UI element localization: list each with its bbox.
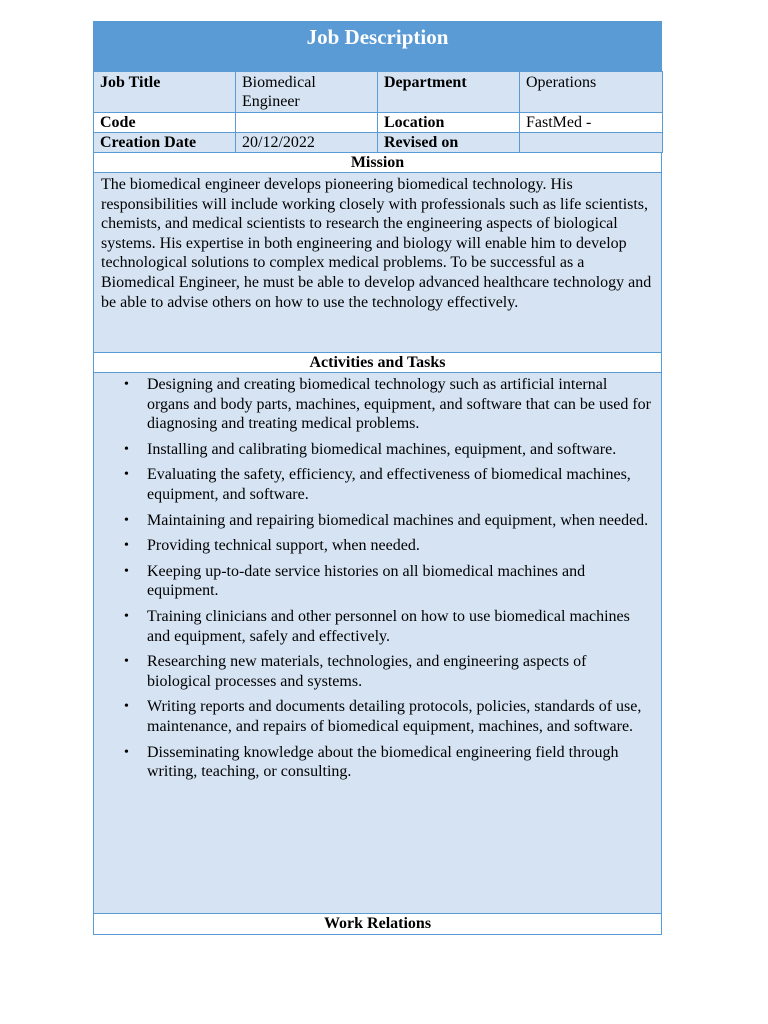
- list-item: [124, 511, 655, 531]
- location-value: FastMed -: [520, 113, 663, 133]
- list-item-text: Providing technical support, when needed.: [147, 537, 420, 555]
- job-info-table: [93, 71, 663, 153]
- info-row: [94, 113, 663, 133]
- department-label: Department: [378, 72, 520, 113]
- list-item: [124, 743, 655, 782]
- list-item: [124, 562, 655, 601]
- activities-body: [93, 373, 662, 914]
- document-title: Job Description: [93, 21, 662, 71]
- list-item-text: Designing and creating biomedical technology such as artificial internal organs and body parts, machines, equipment, and software that can be used for diagnosing and treating medical problems.: [147, 376, 651, 433]
- bullet-icon: •: [124, 377, 129, 392]
- list-item-text: Keeping up-to-date service histories on all biomedical machines and equipment.: [147, 562, 586, 600]
- job-description-document: [93, 21, 662, 935]
- list-item-text: Installing and calibrating biomedical machines, equipment, and software.: [147, 440, 617, 458]
- code-value: [236, 113, 378, 133]
- revised-on-value: [520, 133, 663, 153]
- list-item: [124, 465, 655, 504]
- activities-list: [94, 375, 655, 782]
- list-item: [124, 607, 655, 646]
- list-item: [124, 536, 655, 556]
- mission-heading: Mission: [93, 153, 662, 173]
- info-row: [94, 133, 663, 153]
- bullet-icon: •: [124, 538, 129, 554]
- list-item: [124, 652, 655, 691]
- list-item-text: Disseminating knowledge about the biomedical engineering field through writing, teaching, or consulting.: [147, 743, 619, 781]
- bullet-icon: •: [124, 467, 129, 483]
- bullet-icon: •: [124, 608, 129, 624]
- creation-date-value: 20/12/2022: [236, 133, 378, 153]
- list-item-text: Maintaining and repairing biomedical machines and equipment, when needed.: [147, 511, 649, 529]
- activities-heading: Activities and Tasks: [93, 353, 662, 373]
- bullet-icon: •: [124, 744, 129, 760]
- creation-date-label: Creation Date: [94, 133, 236, 153]
- bullet-icon: •: [124, 441, 129, 457]
- list-item: [124, 440, 655, 460]
- work-relations-heading: Work Relations: [93, 914, 662, 935]
- job-title-label: Job Title: [94, 72, 236, 113]
- location-label: Location: [378, 113, 520, 133]
- list-item-text: Evaluating the safety, efficiency, and effectiveness of biomedical machines, equipment, and software.: [147, 466, 631, 503]
- bullet-icon: •: [124, 654, 129, 670]
- bullet-icon: •: [124, 512, 129, 528]
- revised-on-label: Revised on: [378, 133, 520, 153]
- bullet-icon: •: [124, 699, 129, 715]
- bullet-icon: •: [124, 563, 129, 579]
- mission-text: The biomedical engineer develops pioneering biomedical technology. His responsibilities will include working closely with professionals such as life scientists, chemists, and medical scientists to research the engineering aspects of biological systems. His expertise in both engineering and biology will enable him to develop technological solutions to complex medical problems. To be successful as a Biomedical Engineer, he must be able to develop advanced healthcare technology and be able to advise others on how to use the technology effectively.: [93, 173, 662, 353]
- list-item-text: Researching new materials, technologies, and engineering aspects of biological processes and systems.: [147, 653, 587, 690]
- info-row: [94, 72, 663, 113]
- list-item: [124, 697, 655, 736]
- job-title-value: Biomedical Engineer: [236, 72, 378, 113]
- code-label: Code: [94, 113, 236, 133]
- list-item-text: Training clinicians and other personnel on how to use biomedical machines and equipment, safely and effectively.: [147, 607, 630, 645]
- list-item: [124, 375, 655, 434]
- list-item-text: Writing reports and documents detailing protocols, policies, standards of use, maintenance, and repairs of biomedical equipment, machines, and software.: [147, 698, 642, 735]
- department-value: Operations: [520, 72, 663, 113]
